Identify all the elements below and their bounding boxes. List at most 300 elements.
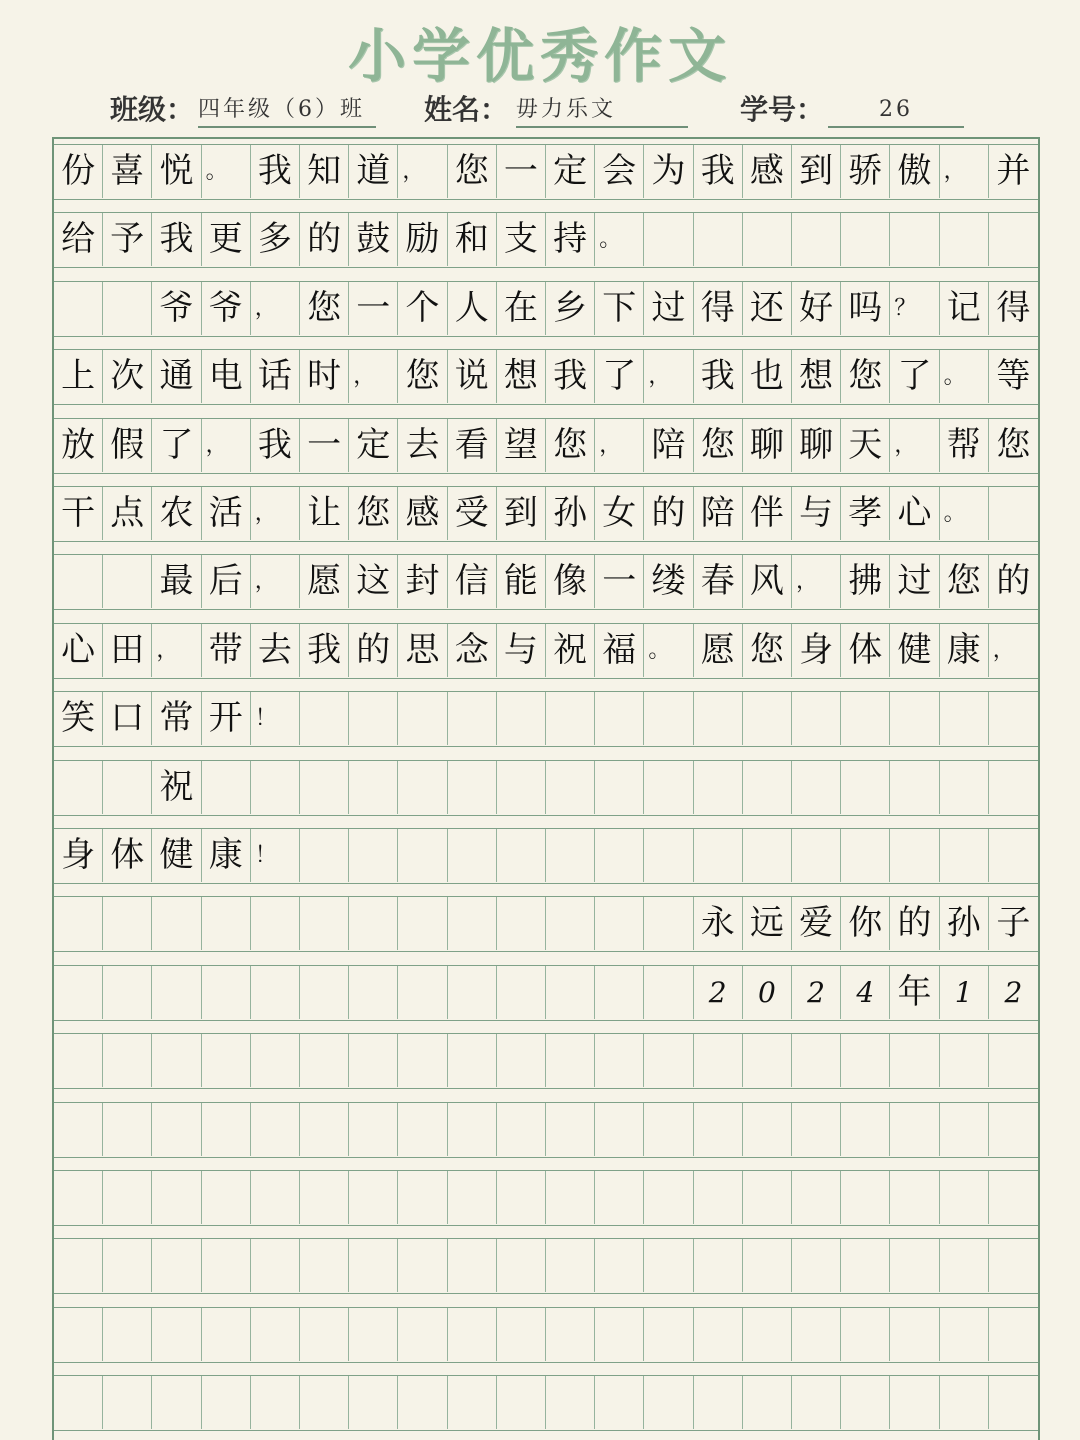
- grid-cell: [398, 1308, 447, 1361]
- grid-cell: 的: [349, 624, 398, 677]
- grid-cell: [694, 692, 743, 745]
- grid-cell: 您: [300, 282, 349, 335]
- grid-cell: 像: [546, 555, 595, 608]
- grid-cell: 去: [398, 419, 447, 472]
- grid-cell: 您: [996, 424, 1031, 465]
- grid-cell: [890, 1376, 939, 1429]
- grid-cell: 我: [694, 145, 743, 198]
- grid-cell: 爷: [152, 282, 201, 335]
- grid-cell: [398, 1034, 447, 1087]
- grid-cell: 孙: [940, 897, 989, 950]
- grid-cell: ，: [644, 350, 693, 403]
- grid-cell: 感: [398, 487, 447, 540]
- grid-cell: ，: [251, 487, 300, 540]
- grid-cell: 2: [694, 966, 743, 1019]
- grid-cell: 定: [349, 419, 398, 472]
- grid-cell: [841, 1103, 890, 1156]
- grid-cell: [546, 1308, 595, 1361]
- grid-cell: 活: [202, 487, 251, 540]
- grid-cell: [694, 1376, 743, 1429]
- grid-cell: [54, 555, 103, 608]
- grid-cell: 话: [251, 350, 300, 403]
- grid-cell: 思: [398, 624, 447, 677]
- grid-cell: 春: [694, 555, 743, 608]
- grid-cell: 电: [202, 350, 251, 403]
- grid-cell: [103, 1171, 152, 1224]
- grid-cell: 孝: [841, 487, 890, 540]
- grid-cell: [448, 1171, 497, 1224]
- grid-cell: 。: [940, 487, 989, 540]
- grid-cell: [202, 897, 251, 950]
- grid-cell: [989, 1308, 1038, 1361]
- grid-cell: 最: [152, 555, 201, 608]
- grid-cell: 天: [841, 419, 890, 472]
- grid-cell: [448, 1239, 497, 1292]
- grid-cell: [890, 829, 939, 882]
- grid-cell: [989, 829, 1038, 882]
- grid-cell: 体: [103, 829, 152, 882]
- grid-row: [54, 212, 1038, 268]
- grid-cell: [300, 692, 349, 745]
- grid-cell: 能: [497, 555, 546, 608]
- grid-cell: ，: [349, 350, 398, 403]
- grid-cell: 开: [202, 692, 251, 745]
- grid-cell: ，: [992, 637, 1015, 663]
- grid-cell: 在: [497, 282, 546, 335]
- grid-cell: 的: [300, 213, 349, 266]
- grid-cell: [300, 1239, 349, 1292]
- grid-cell: 想: [792, 350, 841, 403]
- grid-cell: 我: [152, 213, 201, 266]
- grid-cell: [448, 897, 497, 950]
- grid-cell: [546, 1239, 595, 1292]
- grid-cell: [792, 829, 841, 882]
- grid-cell: [54, 282, 103, 335]
- grid-cell: [644, 213, 693, 266]
- grid-cell: 年: [890, 966, 939, 1019]
- grid-cell: [398, 1239, 447, 1292]
- grid-cell: [890, 1308, 939, 1361]
- grid-cell: [694, 1171, 743, 1224]
- grid-cell: [595, 1308, 644, 1361]
- grid-cell: [940, 1171, 989, 1224]
- grid-cell: 的: [890, 897, 939, 950]
- grid-cell: 道: [349, 145, 398, 198]
- grid-cell: 并: [996, 151, 1031, 191]
- grid-cell: 望: [497, 419, 546, 472]
- grid-cell: [398, 829, 447, 882]
- grid-cell: [448, 1034, 497, 1087]
- grid-cell: [54, 1103, 103, 1156]
- grid-cell: [595, 692, 644, 745]
- grid-cell: 陪: [694, 487, 743, 540]
- grid-cell: [152, 1034, 201, 1087]
- grid-cell: [890, 761, 939, 814]
- grid-cell: [448, 966, 497, 1019]
- grid-cell: [202, 1103, 251, 1156]
- grid-cell: [152, 1239, 201, 1292]
- grid-cell: 更: [202, 213, 251, 266]
- grid-cell: 您: [940, 555, 989, 608]
- grid-cell: [694, 1308, 743, 1361]
- grid-cell: [349, 829, 398, 882]
- grid-cell: [940, 1308, 989, 1361]
- grid-cell: 2: [1004, 975, 1023, 1009]
- grid-cell: [497, 1239, 546, 1292]
- grid-cell: [792, 1376, 841, 1429]
- grid-row: [54, 965, 1038, 1021]
- grid-cell: [841, 829, 890, 882]
- grid-cell: 。: [644, 624, 693, 677]
- grid-cell: 健: [152, 829, 201, 882]
- grid-cell: [349, 966, 398, 1019]
- grid-cell: [251, 1034, 300, 1087]
- grid-cell: [940, 213, 989, 266]
- grid-cell: [743, 761, 792, 814]
- grid-cell: 爷: [202, 282, 251, 335]
- grid-cell: ，: [398, 145, 447, 198]
- grid-cell: [841, 761, 890, 814]
- grid-cell: 身: [792, 624, 841, 677]
- grid-cell: [989, 1171, 1038, 1224]
- grid-cell: [940, 829, 989, 882]
- grid-cell: [251, 761, 300, 814]
- grid-cell: [448, 692, 497, 745]
- grid-cell: [940, 761, 989, 814]
- grid-cell: [497, 692, 546, 745]
- grid-cell: ，: [940, 145, 989, 198]
- grid-row: [54, 1102, 1038, 1158]
- grid-cell: 也: [743, 350, 792, 403]
- grid-cell: 您: [743, 624, 792, 677]
- grid-cell: 一: [595, 555, 644, 608]
- grid-cell: [349, 1239, 398, 1292]
- grid-row: [54, 281, 1038, 337]
- grid-cell: [398, 1103, 447, 1156]
- grid-cell: [546, 1171, 595, 1224]
- grid-cell: 女: [595, 487, 644, 540]
- grid-cell: 您: [349, 487, 398, 540]
- grid-cell: [644, 897, 693, 950]
- grid-cell: [694, 829, 743, 882]
- grid-cell: 过: [644, 282, 693, 335]
- grid-cell: [841, 692, 890, 745]
- grid-cell: 了: [890, 350, 939, 403]
- grid-cell: 一: [349, 282, 398, 335]
- grid-cell: [202, 761, 251, 814]
- grid-cell: 我: [300, 624, 349, 677]
- grid-cell: [841, 1376, 890, 1429]
- grid-cell: [251, 1308, 300, 1361]
- grid-cell: [989, 1239, 1038, 1292]
- grid-row: [54, 486, 1038, 542]
- grid-cell: ！: [251, 829, 300, 882]
- grid-cell: [546, 692, 595, 745]
- grid-cell: 为: [644, 145, 693, 198]
- grid-cell: [349, 1171, 398, 1224]
- grid-cell: 常: [152, 692, 201, 745]
- grid-cell: [841, 1239, 890, 1292]
- grid-cell: [103, 761, 152, 814]
- grid-cell: [152, 1103, 201, 1156]
- grid-cell: [103, 897, 152, 950]
- grid-cell: [300, 1034, 349, 1087]
- grid-cell: [546, 1034, 595, 1087]
- grid-cell: 知: [300, 145, 349, 198]
- grid-cell: [890, 1103, 939, 1156]
- grid-cell: 还: [743, 282, 792, 335]
- grid-cell: 傲: [890, 145, 939, 198]
- grid-cell: [989, 1034, 1038, 1087]
- grid-cell: [497, 1103, 546, 1156]
- grid-cell: 爱: [792, 897, 841, 950]
- grid-cell: 给: [54, 213, 103, 266]
- grid-cell: [940, 692, 989, 745]
- grid-cell: [940, 1034, 989, 1087]
- grid-cell: [349, 1103, 398, 1156]
- grid-cell: 孙: [546, 487, 595, 540]
- grid-row: [54, 1375, 1038, 1431]
- grid-cell: [103, 1239, 152, 1292]
- grid-cell: [595, 897, 644, 950]
- grid-cell: 说: [448, 350, 497, 403]
- grid-cell: [202, 966, 251, 1019]
- grid-cell: [448, 1376, 497, 1429]
- grid-cell: 上: [54, 350, 103, 403]
- grid-cell: 等: [996, 356, 1031, 397]
- grid-cell: 到: [497, 487, 546, 540]
- grid-cell: [644, 692, 693, 745]
- grid-cell: [349, 1034, 398, 1087]
- grid-cell: [792, 1171, 841, 1224]
- grid-cell: [398, 897, 447, 950]
- grid-cell: [644, 966, 693, 1019]
- grid-cell: [546, 966, 595, 1019]
- grid-cell: [792, 1239, 841, 1292]
- grid-cell: 2: [792, 966, 841, 1019]
- grid-cell: ，: [890, 419, 939, 472]
- grid-cell: [398, 1376, 447, 1429]
- grid-cell: [792, 1103, 841, 1156]
- grid-row: [54, 1033, 1038, 1089]
- grid-cell: [890, 1034, 939, 1087]
- grid-cell: 0: [743, 966, 792, 1019]
- grid-row: [54, 828, 1038, 884]
- grid-cell: [989, 1376, 1038, 1429]
- grid-cell: 农: [152, 487, 201, 540]
- grid-cell: 会: [595, 145, 644, 198]
- grid-row: [54, 418, 1038, 474]
- grid-cell: 过: [890, 555, 939, 608]
- grid-cell: 信: [448, 555, 497, 608]
- grid-cell: 受: [448, 487, 497, 540]
- grid-cell: [202, 1034, 251, 1087]
- grid-cell: 去: [251, 624, 300, 677]
- grid-cell: [54, 1308, 103, 1361]
- grid-cell: [103, 282, 152, 335]
- grid-cell: [644, 1034, 693, 1087]
- grid-cell: 次: [103, 350, 152, 403]
- grid-cell: 帮: [940, 419, 989, 472]
- grid-cell: 与: [792, 487, 841, 540]
- grid-cell: [54, 1239, 103, 1292]
- grid-cell: [54, 897, 103, 950]
- grid-cell: 您: [546, 419, 595, 472]
- grid-cell: [54, 1171, 103, 1224]
- name-label: 姓名：: [424, 93, 509, 126]
- grid-cell: 缕: [644, 555, 693, 608]
- class-label: 班级：: [110, 93, 195, 126]
- grid-cell: 您: [398, 350, 447, 403]
- grid-cell: 带: [202, 624, 251, 677]
- grid-row: [54, 1238, 1038, 1294]
- grid-cell: [300, 966, 349, 1019]
- grid-cell: [546, 761, 595, 814]
- grid-cell: 1: [940, 966, 989, 1019]
- grid-cell: 身: [54, 829, 103, 882]
- grid-cell: 得: [694, 282, 743, 335]
- grid-cell: ，: [792, 555, 841, 608]
- grid-cell: 假: [103, 419, 152, 472]
- grid-cell: [644, 1171, 693, 1224]
- grid-cell: [743, 829, 792, 882]
- grid-cell: ，: [595, 419, 644, 472]
- grid-cell: [202, 1308, 251, 1361]
- grid-cell: 时: [300, 350, 349, 403]
- grid-cell: [497, 1171, 546, 1224]
- grid-cell: [890, 1171, 939, 1224]
- grid-cell: 和: [448, 213, 497, 266]
- grid-cell: [890, 1239, 939, 1292]
- grid-cell: [152, 1171, 201, 1224]
- grid-cell: [743, 213, 792, 266]
- grid-cell: [595, 1034, 644, 1087]
- student-number-value: 26: [828, 90, 964, 128]
- grid-cell: [54, 761, 103, 814]
- grid-cell: [595, 1103, 644, 1156]
- grid-cell: 您: [841, 350, 890, 403]
- grid-cell: 持: [546, 213, 595, 266]
- grid-cell: [841, 1034, 890, 1087]
- grid-cell: [448, 1308, 497, 1361]
- grid-cell: [251, 1376, 300, 1429]
- grid-cell: [497, 1376, 546, 1429]
- grid-cell: [152, 897, 201, 950]
- grid-cell: [841, 1308, 890, 1361]
- grid-cell: [546, 1103, 595, 1156]
- grid-cell: [644, 1103, 693, 1156]
- grid-row: [54, 691, 1038, 747]
- grid-cell: 你: [841, 897, 890, 950]
- grid-cell: [251, 1239, 300, 1292]
- grid-cell: [103, 555, 152, 608]
- grid-cell: 这: [349, 555, 398, 608]
- grid-cell: 一: [497, 145, 546, 198]
- grid-cell: 记: [940, 282, 989, 335]
- grid-cell: [989, 692, 1038, 745]
- grid-cell: [890, 213, 939, 266]
- grid-cell: [103, 966, 152, 1019]
- grid-cell: [152, 966, 201, 1019]
- grid-cell: 我: [251, 419, 300, 472]
- grid-cell: 远: [743, 897, 792, 950]
- grid-cell: [497, 897, 546, 950]
- grid-cell: [300, 829, 349, 882]
- grid-cell: 了: [152, 419, 201, 472]
- grid-cell: [300, 1376, 349, 1429]
- grid-cell: 支: [497, 213, 546, 266]
- grid-row: [54, 349, 1038, 405]
- grid-cell: [103, 1308, 152, 1361]
- grid-row: [54, 554, 1038, 610]
- grid-cell: [103, 1376, 152, 1429]
- grid-cell: [841, 1171, 890, 1224]
- grid-cell: 4: [841, 966, 890, 1019]
- grid-cell: ，: [251, 555, 300, 608]
- grid-cell: 您: [694, 419, 743, 472]
- grid-cell: [743, 1239, 792, 1292]
- page-title: 小学优秀作文: [347, 22, 732, 90]
- grid-row: [54, 1307, 1038, 1363]
- grid-cell: 我: [251, 145, 300, 198]
- grid-cell: 后: [202, 555, 251, 608]
- grid-cell: 康: [940, 624, 989, 677]
- grid-cell: [546, 829, 595, 882]
- grid-cell: 的: [996, 561, 1031, 602]
- grid-cell: [743, 1308, 792, 1361]
- grid-row: [54, 1170, 1038, 1226]
- grid-cell: [595, 1376, 644, 1429]
- grid-cell: 点: [103, 487, 152, 540]
- grid-cell: 多: [251, 213, 300, 266]
- grid-cell: [644, 761, 693, 814]
- grid-cell: [497, 966, 546, 1019]
- grid-cell: [300, 1103, 349, 1156]
- grid-cell: [300, 897, 349, 950]
- grid-cell: ！: [251, 692, 300, 745]
- grid-cell: 拂: [841, 555, 890, 608]
- grid-cell: [989, 487, 1038, 540]
- grid-cell: 陪: [644, 419, 693, 472]
- grid-cell: 干: [54, 487, 103, 540]
- grid-cell: 乡: [546, 282, 595, 335]
- grid-cell: 田: [103, 624, 152, 677]
- grid-cell: [349, 692, 398, 745]
- grid-cell: [694, 761, 743, 814]
- grid-cell: 愿: [300, 555, 349, 608]
- grid-cell: 份: [54, 145, 103, 198]
- grid-cell: 我: [546, 350, 595, 403]
- grid-cell: [251, 966, 300, 1019]
- grid-cell: 喜: [103, 145, 152, 198]
- student-number-label: 学号：: [740, 93, 825, 126]
- writing-grid: [52, 137, 1040, 1440]
- grid-cell: [251, 897, 300, 950]
- grid-cell: [202, 1239, 251, 1292]
- grid-row: [54, 760, 1038, 816]
- grid-cell: 的: [644, 487, 693, 540]
- grid-cell: 励: [398, 213, 447, 266]
- grid-cell: [743, 692, 792, 745]
- grid-cell: [251, 1171, 300, 1224]
- grid-cell: 。: [595, 213, 644, 266]
- grid-cell: [103, 1034, 152, 1087]
- grid-cell: 一: [300, 419, 349, 472]
- name-value: 毋力乐文: [516, 90, 688, 128]
- grid-cell: [890, 692, 939, 745]
- grid-cell: 感: [743, 145, 792, 198]
- grid-cell: 个: [398, 282, 447, 335]
